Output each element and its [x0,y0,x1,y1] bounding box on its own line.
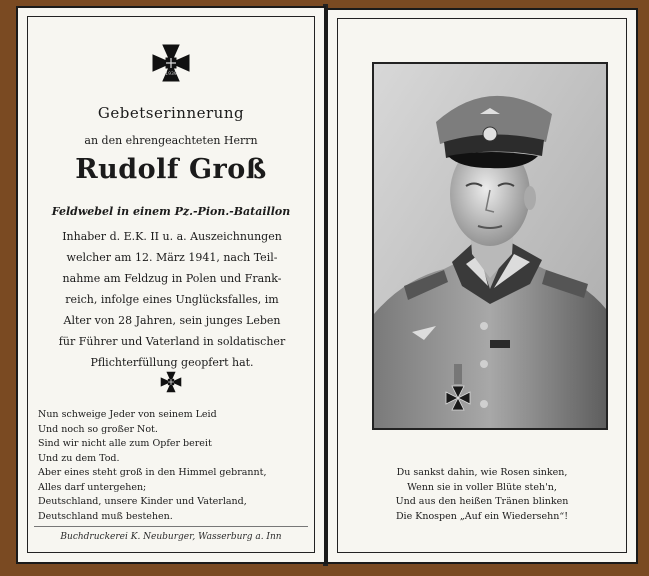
poem-line: Und aus den heißen Tränen blinken [395,496,569,507]
poem-line: Alles darf untergehen; [38,481,147,493]
poem-line: Und zu dem Tod. [38,452,120,464]
poem-line: Sind wir nicht alle zum Opfer bereit [38,438,212,449]
left-poem [38,408,310,524]
heading: Gebetserinnerung [97,104,245,122]
soldier-portrait-photo [372,62,608,430]
printer-credit: Buchdruckerei K. Neuburger, Wasserburg a. Inn [60,532,282,542]
portrait-image [374,64,606,428]
poem-line: Deutschland, unsere Kinder und Vaterland, [38,496,247,507]
poem-line: Aber eines steht groß in den Himmel gebrannt, [38,467,267,478]
poem-line: Nun schweige Jeder von seinem Leid [38,409,217,420]
bio-line: Inhaber d. E.K. II u. a. Auszeichnungen [62,230,282,243]
memorial-photo-panel [326,8,638,564]
poem-line: Die Knospen „Auf ein Wiedersehn“! [395,510,569,522]
poem-line: Wenn sie in voller Blüte steh'n, [407,481,557,493]
poem-line: Deutschland muß bestehen. [38,510,173,522]
bio-line: welcher am 12. März 1941, nach Teil- [66,251,278,264]
military-rank: Feldwebel in einem Pz.-Pion.-Bataillon [51,205,291,218]
biography-text [38,226,306,373]
iron-cross-small-icon [159,370,183,394]
iron-cross-1939-icon [150,42,192,84]
poem-line: Du sankst dahin, wie Rosen sinken, [396,467,568,478]
bio-line: reich, infolge eines Unglücksfalles, im [65,293,279,306]
bio-line: für Führer und Vaterland in soldatischer [58,335,286,348]
svg-text:1939: 1939 [165,72,177,77]
subheading: an den ehrengeachteten Herrn [84,134,258,147]
deceased-name: Rudolf Groß [75,154,267,185]
divider [34,526,308,527]
memorial-text-panel [16,6,326,564]
bio-line: Pflichterfüllung geopfert hat. [90,356,254,369]
poem-line: Und noch so großer Not. [38,423,158,435]
bio-line: nahme am Feldzug in Polen und Frank- [62,272,282,285]
right-poem [328,466,636,524]
bio-line: Alter von 28 Jahren, sein junges Leben [63,314,281,327]
